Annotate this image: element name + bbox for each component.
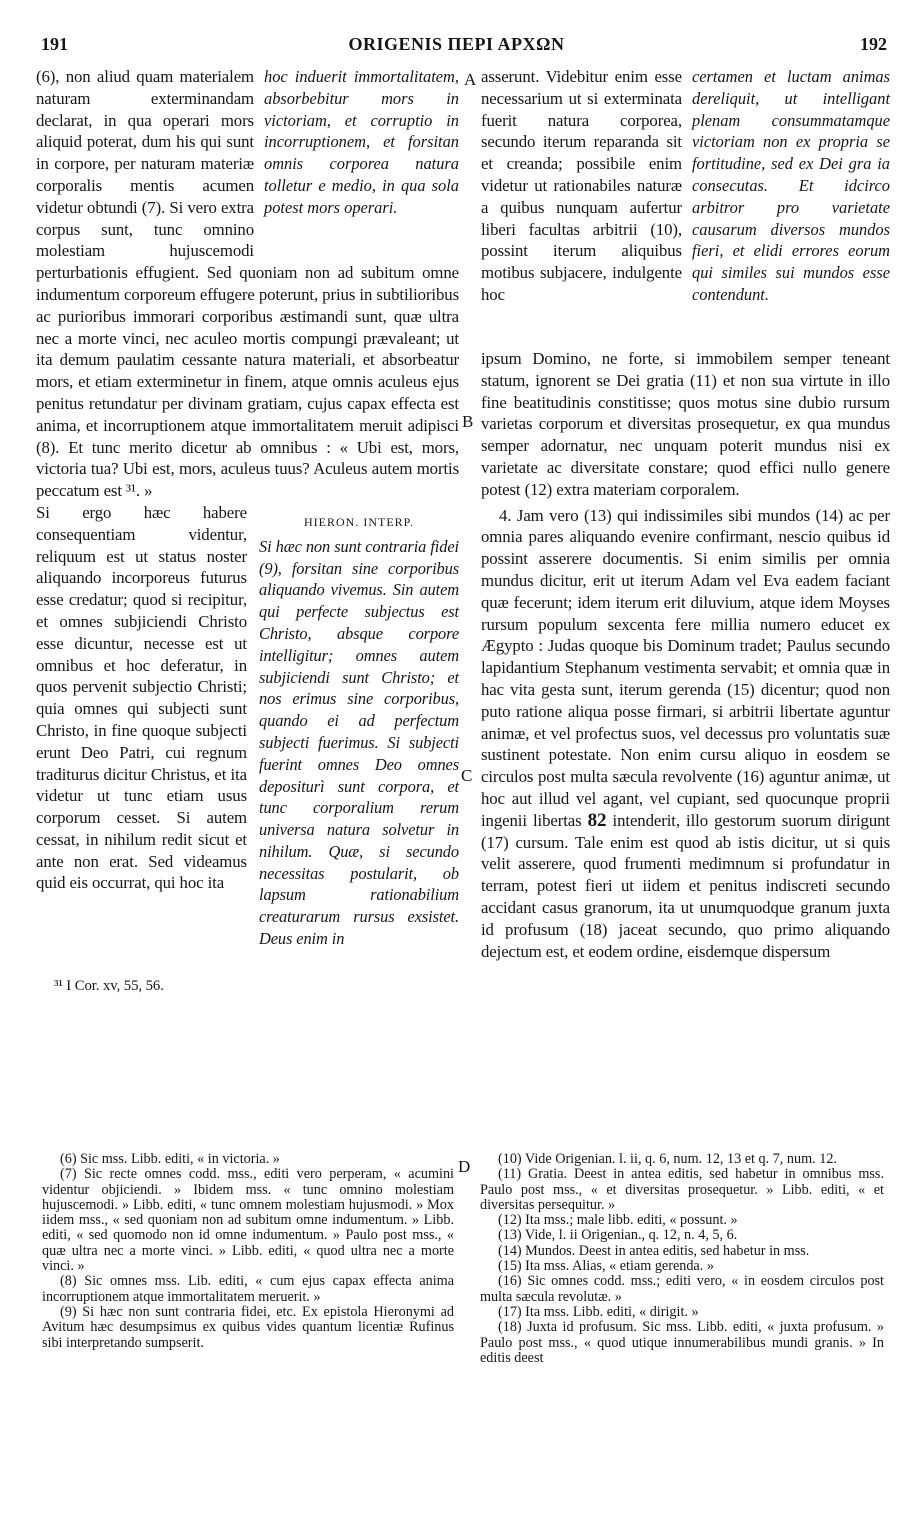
hieronymus-heading: HIERON. INTERP. bbox=[304, 514, 414, 529]
footnote-11: (11) Gratia. Deest in antea editis, sed habetur in omnibus mss. Paulo post mss., « et diversitas prosequetur. » Libb. editi, « et diversitas persequitur. » bbox=[480, 1166, 884, 1213]
footnote-16: (16) Sic omnes codd. mss.; editi vero, « in eosdem circulos post multa sæcula revolutæ. » bbox=[480, 1273, 884, 1305]
footnote-10: (10) Vide Origenian. l. ii, q. 6, num. 12, 13 et q. 7, num. 12. bbox=[498, 1151, 837, 1167]
running-title: ORIGENIS ΠΕΡΙ ΑΡΧΩΝ bbox=[348, 34, 565, 54]
right-paragraph-1: ipsum Domino, ne forte, si immobilem semper teneant statum, ignorent se Dei gratia (11) et non sua virtute in illo fine beatitudinis constitisse; quos motus sine dubio rursum varietas corporum et diversitas prosequetur, ex qua mundus semper adornatur, nec unquam poterit mundus nisi ex varietate ac diversitate constare; quod effici nullo genere potest (12) extra materiam corporalem. bbox=[481, 349, 890, 499]
left-paragraph-2: Si ergo hæc habere consequentiam videntur, reliquum est ut status noster aliquando incorporeus futurus esse credatur; quod si recipitur, et omnes subjiciendi Christo esse dicuntur, necesse est ut omnibus et hoc deferatur, in quos pervenit subjectio Christi; quia omnes qui subjecti sunt Christo, in fine quoque subjecti erunt Deo Patri, cui regnum traditurus dicitur Christus, et ita videtur ut tunc etiam usus corporum cesset. Si autem cessat, in nihilum redit sicut et ante non erat. Sed videamus quid eis occurrat, qui hoc ita bbox=[36, 502, 247, 893]
right-column bbox=[481, 66, 890, 1150]
left-paragraph-1: (6), non aliud quam materialem naturam exterminandam declarat, in qua operari mors aliquid poterat, dum his qui sunt in corpore, per naturam materiæ corporalis mentis acumen videtur obtundi (7). Si vero extra corpus sunt, tunc omnino molestiam hujuscemodi perturbationis effugient. Sed quoniam non ad subitum omne indumentum corporeum effugere poterunt, prius in subtilioribus ac purioribus immorari corporibus æstimandi sunt, quæ ultra nec a morte vinci, nec aculeo mortis compungi prævaleant; ut ita demum paulatim cessante natura materiali, et absorbeatur mors, et etiam exterminetur in finem, atque omnis aculeus ejus penitus retundatur per divinam gratiam, cujus capax effecta est anima, et incorruptionem atque immortalitatem meruit adipisci (8). Et tunc merito dicetur ab omnibus : « Ubi est, mors, victoria tua? Ubi est, mors, aculeus tuus? Aculeus autem mortis peccatum est ³¹. » bbox=[36, 67, 459, 501]
footnote-15: (15) Ita mss. Alias, « etiam gerenda. » bbox=[498, 1258, 714, 1275]
footnote-14: (14) Mundos. Deest in antea editis, sed habetur in mss. bbox=[498, 1242, 810, 1259]
hieronymus-inset-right bbox=[692, 66, 890, 348]
footnotes-right bbox=[480, 1152, 884, 1366]
hieronymus-text-bottom: Si hæc non sunt contraria fidei (9), forsitan sine corporibus aliquando vivemus. Sin autem qui perfecte subjectus est Christo, absque corpore intelligitur; omnes autem subjiciendi sunt Christo; et nos erimus sine corporibus, quando ei ad perfectum subjecti fuerimus. Si subjecti fuerint omnes Deo omnes depositurì sunt corpora, et tunc corporalium rerum universa natura solvetur in nihilum. Quæ, si secundo necessitas postularit, ob lapsum rationabilium creaturarum rursus exsistet. Deus enim in bbox=[259, 536, 459, 949]
margin-letter-b: B bbox=[462, 412, 474, 431]
footnote-13: (13) Vide, l. ii Origenian., q. 12, n. 4, 5, 6. bbox=[498, 1227, 738, 1244]
margin-letter-d: D bbox=[458, 1157, 471, 1176]
footnote-6: (6) Sic mss. Libb. editi, « in victoria. » bbox=[60, 1151, 280, 1167]
right-paragraph-2 bbox=[481, 505, 890, 963]
right-paragraph-2-text: 4. Jam vero (13) qui indissimiles sibi mundos (14) ac per omnia pares aliquando evenire confirmant, nescio quibus id possint asserere documentis. Si enim similis per omnia mundus dicitur, erit ut iterum Adam vel Eva eadem faciant quæ fecerunt; idem iterum erit diluvium, atque idem Moyses rursum populum sexcenta fere millia numero educet ex Ægypto : Judas quoque bis Dominum tradet; Paulus secundo lapidantium Stephanum vestimenta servabit; et omnia quæ in hac vita gesta sunt, iterum gerenda (15) dicentur; quod non puto ratione aliqua posse firmari, si arbitrii libertate aguntur animæ, et vel profectus suos, vel decessus pro voluntatis suæ sustinent potestate. Non enim cursu aliquo in eosdem se circulos post multa sæcula revolvente (16) aguntur animæ, ut hoc aut illud vel agant, vel cupiant, sed quocunque proprii ingenii libertas bbox=[481, 505, 890, 830]
hieronymus-text-top: hoc induerit immortalitatem, absorbebitur mors in victoriam, et corruptio in incorruptionem, et forsitan omnis corporea natura tolletur e medio, in qua sola potest mors operari. bbox=[264, 67, 459, 217]
rufinus-text-left-2 bbox=[36, 502, 459, 949]
footnote-17: (17) Ita mss. Libb. editi, « dirigit. » bbox=[498, 1303, 699, 1320]
footnote-8: (8) Sic omnes mss. Lib. editi, « cum ejus capax effecta anima incorruptionem atque immortalitatem meruerit. » bbox=[42, 1273, 454, 1305]
footnote-7: (7) Sic recte omnes codd. mss., editi vero perperam, « acumini videntur objiciendi. » Ibidem mss. « tunc omnino molestiam hujuscemodi. » Libb. editi, « tunc omnem molestiam hujusmodi. » Mox iidem mss., « sed quoniam non ad subitum omne indumentum. » Libb. editi, « sed quomodo non id omne indumentum. » Paulo post mss., « quæ ultra nec a morte vinci. » Libb. editi, « quod ultra nec a morte vinci. » bbox=[42, 1166, 454, 1275]
footnote-9: (9) Si hæc non sunt contraria fidei, etc. Ex epistola Hieronymi ad Avitum hæc desumpsimus ex quibus vides quantum licentiæ Rufinus sibi interpretando sumpserit. bbox=[42, 1303, 454, 1351]
footnote-12: (12) Ita mss.; male libb. editi, « possunt. » bbox=[498, 1212, 738, 1229]
hieronymus-inset-top bbox=[264, 66, 459, 260]
margin-letter-c: C bbox=[461, 766, 473, 785]
page-number-left: 191 bbox=[41, 34, 68, 54]
right-paragraph-top: asserunt. Videbitur enim esse necessarium ut si exterminata fuerit natura corporea, secundo iterum reparanda sit et creanda; possibile enim videtur ut rationabiles naturæ a quibus nunquam aufertur liberi facultas arbitrii (10), possint iterum aliquibus motibus subjacere, indulgente hoc bbox=[481, 67, 682, 304]
right-paragraph-2-end: intenderit, illo gestorum suorum dirigunt (17) cursum. Tale enim est quod ab istis dicitur, ut si quis velit asserere, quod frumenti medimnum si profundatur in terram, potest fieri ut iidem et penitus indiscreti secundo accidant casus granorum, ita ut unumquodque granum juxta id profusum (18) jaceat secundo, quo primo aliquando dejectum est, et eodem ordine, eisdemque dispersum bbox=[481, 810, 890, 961]
scripture-reference: ³¹ I Cor. xv, 55, 56. bbox=[54, 977, 164, 994]
page-number-right: 192 bbox=[860, 34, 887, 54]
footnotes-left bbox=[42, 1152, 454, 1351]
margin-letter-a: A bbox=[464, 70, 477, 89]
rufinus-text-right-2 bbox=[481, 348, 890, 962]
footnote-18: (18) Juxta id profusum. Sic mss. Libb. editi, « juxta profusum. » Paulo post mss., « quod utique innumerabilibus mundi granis. » In editis deest bbox=[480, 1319, 884, 1366]
left-column bbox=[36, 66, 459, 1150]
hieronymus-inset-bottom bbox=[259, 512, 459, 976]
hieronymus-text-right: certamen et luctam animas dereliquit, ut intelligant plenam consummatamque victoriam non ex propria se fortitudine, sed ex Dei gra ia consecutas. Et idcirco arbitror pro varietate causarum diversos mundos fieri, et elidi errores eorum qui similes sui mundos esse contendunt. bbox=[692, 67, 890, 304]
bold-page-mark: 82 bbox=[587, 809, 607, 831]
